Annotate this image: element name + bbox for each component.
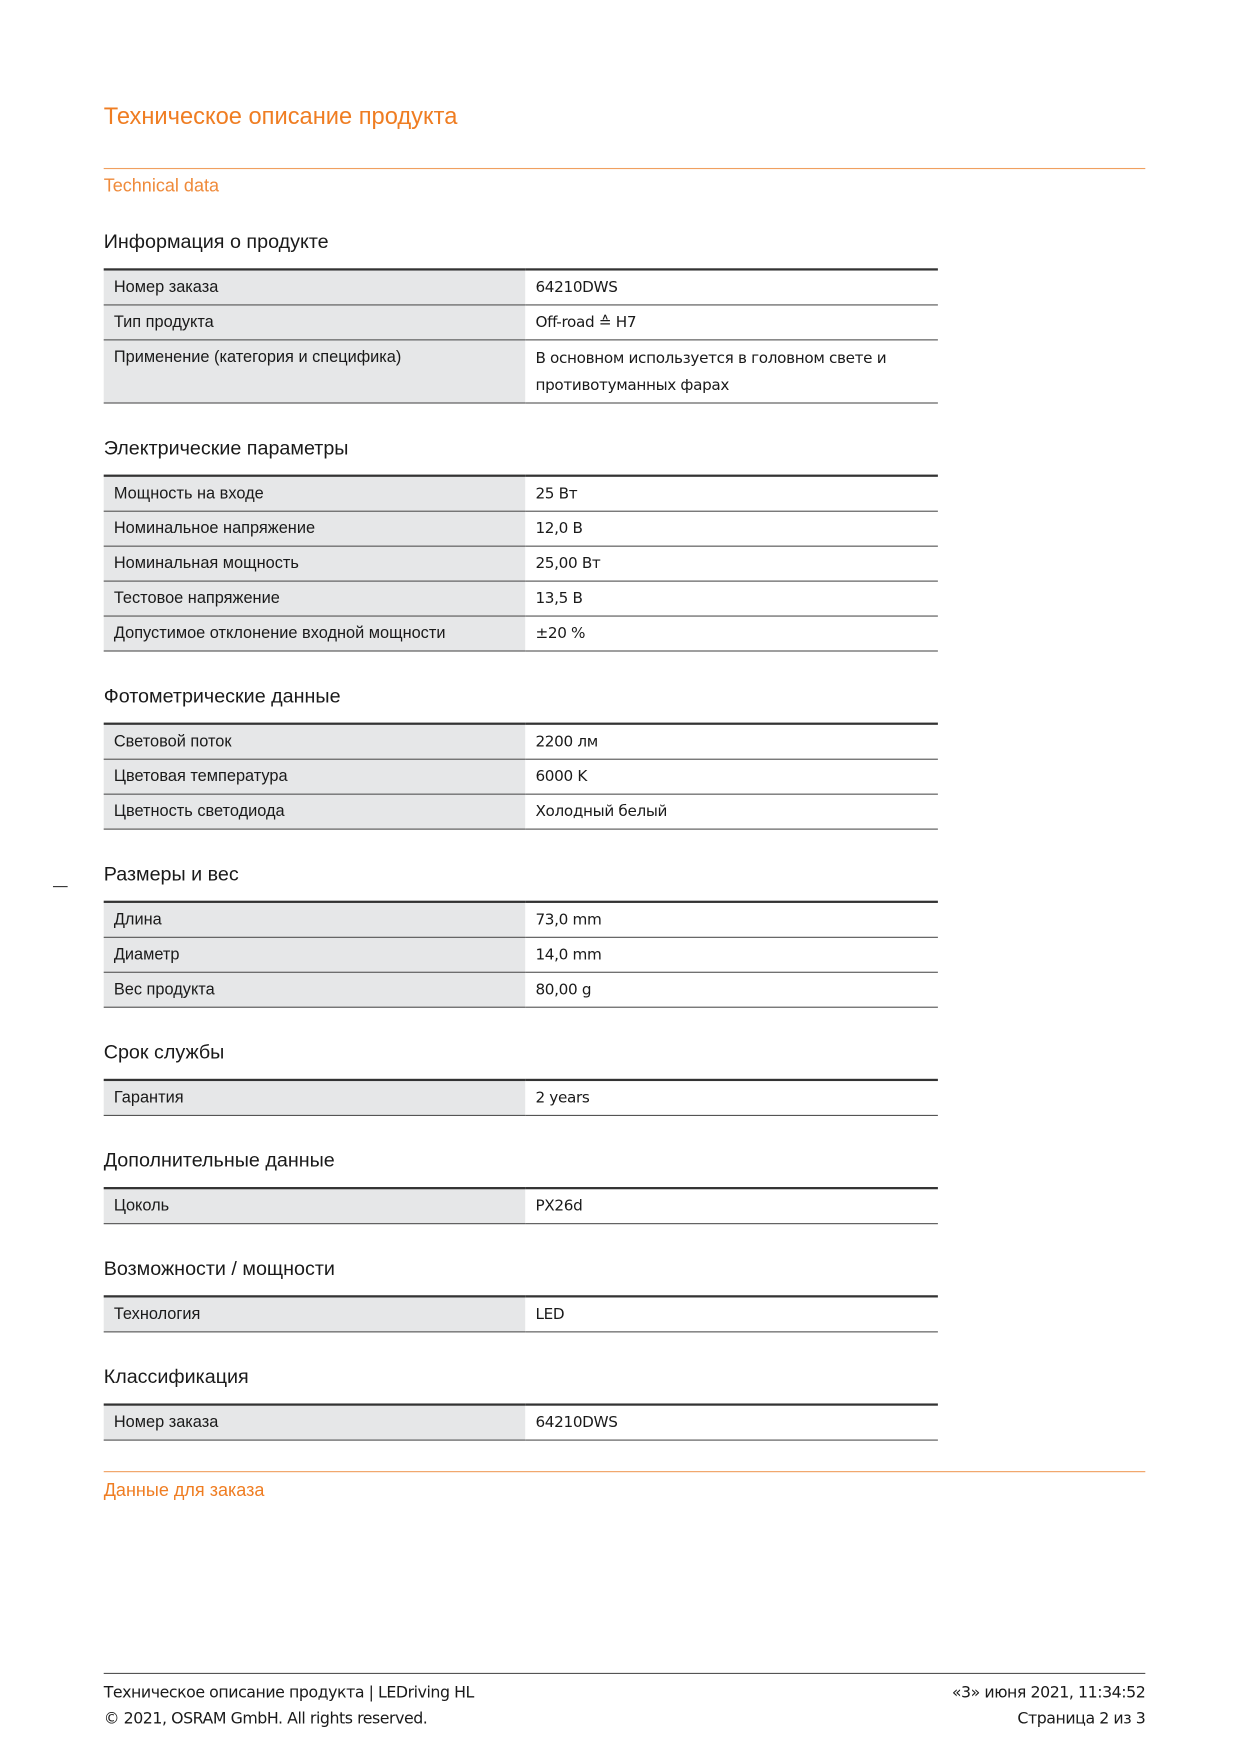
spec-value: 2 years	[525, 1080, 938, 1116]
spec-table	[104, 268, 938, 403]
spec-value: PX26d	[525, 1188, 938, 1224]
spec-label: Длина	[104, 902, 526, 938]
footer-copyright: © 2021, OSRAM GmbH. All rights reserved.	[103, 1710, 428, 1729]
section-heading: Электрические параметры	[103, 436, 349, 459]
spec-table	[104, 1187, 938, 1224]
spec-value: 25,00 Вт	[525, 546, 938, 581]
spec-value: 6000 K	[525, 759, 938, 794]
spec-value: 25 Вт	[525, 476, 938, 512]
spec-value: 14,0 mm	[525, 937, 938, 972]
spec-table	[104, 1403, 938, 1440]
spec-label: Номер заказа	[104, 1405, 526, 1441]
spec-table	[104, 901, 938, 1008]
spec-label: Мощность на входе	[104, 476, 526, 512]
table-row	[104, 972, 938, 1007]
table-row	[104, 616, 938, 651]
footer-date: «3» июня 2021, 11:34:52	[951, 1684, 1146, 1703]
table-row	[104, 581, 938, 616]
spec-value: 13,5 В	[525, 581, 938, 616]
spec-label: Вес продукта	[104, 972, 526, 1007]
spec-value: 64210DWS	[525, 1405, 938, 1441]
spec-label: Номинальная мощность	[104, 546, 526, 581]
spec-value: 80,00 g	[525, 972, 938, 1007]
section-heading: Размеры и вес	[103, 862, 239, 885]
table-row	[104, 724, 938, 760]
spec-table	[104, 1295, 938, 1332]
table-row	[104, 1080, 938, 1116]
table-row	[104, 340, 938, 403]
spec-sections	[104, 214, 938, 1440]
spec-table	[104, 723, 938, 830]
spec-value: В основном используется в головном свете и противотуманных фарах	[525, 340, 938, 403]
section-heading: Фотометрические данные	[103, 684, 341, 707]
section-heading: Классификация	[103, 1365, 249, 1388]
section-subtitle: Technical data	[103, 176, 220, 197]
spec-value: LED	[525, 1296, 938, 1332]
spec-label: Световой поток	[104, 724, 526, 760]
spec-value: 2200 лм	[525, 724, 938, 760]
spec-label: Применение (категория и специфика)	[104, 340, 526, 403]
spec-label: Гарантия	[104, 1080, 526, 1116]
order-data-heading: Данные для заказа	[103, 1481, 265, 1501]
table-row	[104, 1188, 938, 1224]
footer-page-number: Страница 2 из 3	[1017, 1710, 1146, 1729]
spec-label: Цветовая температура	[104, 759, 526, 794]
table-row	[104, 1296, 938, 1332]
section-heading: Возможности / мощности	[103, 1256, 335, 1280]
spec-value: ±20 %	[525, 616, 938, 651]
spec-label: Номинальное напряжение	[104, 511, 526, 546]
spec-value: 12,0 В	[525, 511, 938, 546]
spec-label: Номер заказа	[104, 269, 526, 305]
spec-table	[104, 475, 938, 652]
table-row	[104, 937, 938, 972]
spec-value: Off-road ≙ H7	[525, 305, 938, 340]
table-row	[104, 902, 938, 938]
table-row	[104, 794, 938, 829]
section-heading: Дополнительные данные	[103, 1148, 335, 1172]
spec-value: 64210DWS	[525, 269, 938, 305]
spec-label: Цоколь	[104, 1188, 526, 1224]
margin-mark	[53, 886, 68, 887]
footer-doc-title: Техническое описание продукта | LEDriving HL	[103, 1684, 474, 1703]
table-row	[104, 546, 938, 581]
spec-label: Допустимое отклонение входной мощности	[104, 616, 526, 651]
spec-label: Цветность светодиода	[104, 794, 526, 829]
section-heading: Информация о продукте	[103, 229, 329, 253]
table-row	[104, 1405, 938, 1441]
table-row	[104, 476, 938, 512]
table-row	[104, 759, 938, 794]
orange-divider	[104, 168, 1146, 169]
page-title: Техническое описание продукта	[103, 103, 458, 130]
spec-label: Технология	[104, 1296, 526, 1332]
spec-value: 73,0 mm	[525, 902, 938, 938]
spec-value: Холодный белый	[525, 794, 938, 829]
section-heading: Срок службы	[103, 1040, 225, 1064]
spec-label: Диаметр	[104, 937, 526, 972]
spec-table	[104, 1079, 938, 1116]
table-row	[104, 511, 938, 546]
spec-label: Тестовое напряжение	[104, 581, 526, 616]
footer-divider	[104, 1673, 1146, 1674]
table-row	[104, 305, 938, 340]
table-row	[104, 269, 938, 305]
spec-label: Тип продукта	[104, 305, 526, 340]
orange-divider	[104, 1471, 1146, 1472]
